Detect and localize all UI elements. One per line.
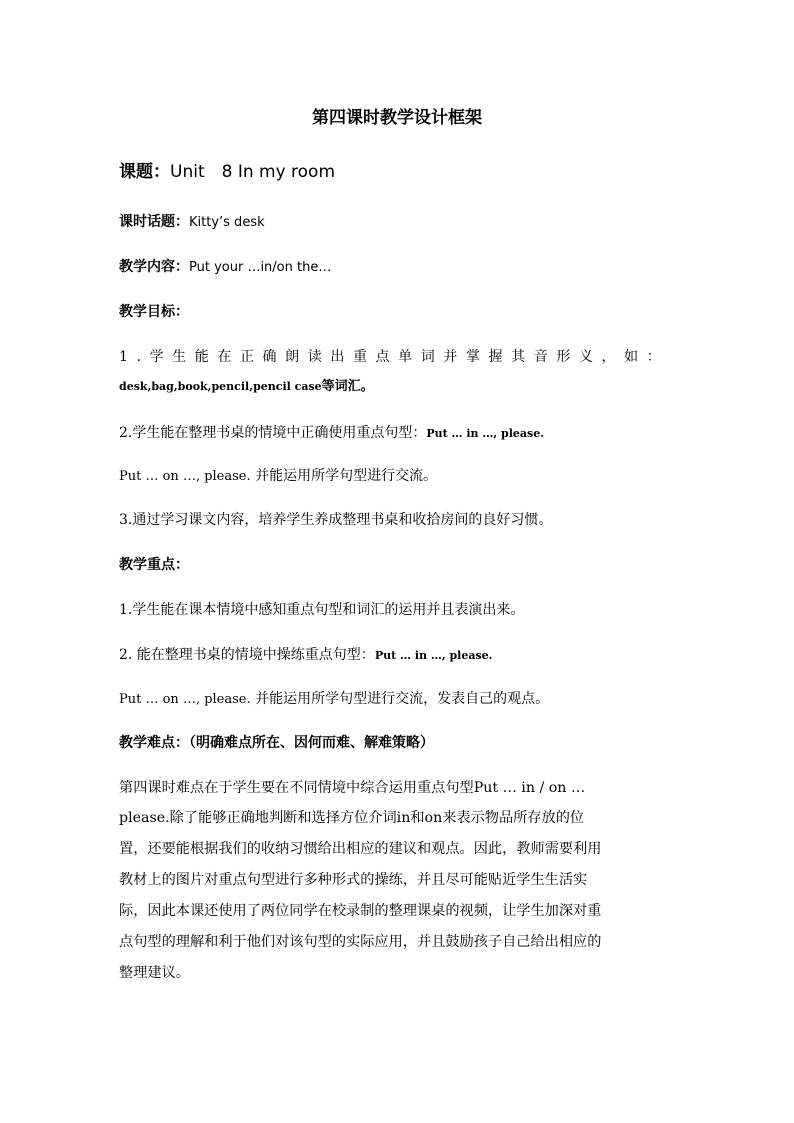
- objective-1-text: 1.学生能在正确朗读出重点单词并掌握其音形义，如：: [119, 349, 670, 365]
- objective-2-text: 2.学生能在整理书桌的情境中正确使用重点句型：: [119, 425, 427, 441]
- key-point-3-pattern: Put … on …, please.: [119, 692, 251, 707]
- key-point-1: 1.学生能在课本情境中感知重点句型和词汇的运用并且表演出来。: [119, 602, 525, 618]
- document-title: 第四课时教学设计框架: [312, 108, 482, 128]
- key-point-3-text: 并能运用所学句型进行交流，发表自己的观点。: [250, 691, 550, 707]
- difficulty-line-7: 整理建议。: [119, 965, 190, 981]
- objective-2-pattern-in: Put … in …, please.: [426, 427, 545, 440]
- key-points-heading: 教学重点：: [119, 557, 189, 573]
- difficulty-line-4: 教材上的图片对重点句型进行多种形式的操练，并且尽可能贴近学生生活实: [119, 872, 588, 888]
- objective-1-tail: 等词汇。: [321, 379, 374, 394]
- topic-line: [119, 160, 679, 184]
- key-point-2-pattern: Put … in …, please.: [374, 649, 493, 662]
- objective-2-pattern-on: Put … on …, please.: [119, 469, 251, 484]
- topic-label: 课题：: [119, 162, 170, 182]
- key-point-2-text: 2. 能在整理书桌的情境中操练重点句型：: [119, 647, 375, 663]
- difficulties-heading: 教学难点：（明确难点所在、因何而难、解难策略）: [119, 735, 434, 751]
- key-point-3: [119, 687, 679, 712]
- objective-3: 3.通过学习课文内容，培养学生养成整理书桌和收拾房间的良好习惯。: [119, 512, 553, 528]
- content-line: [119, 255, 679, 280]
- objective-1-line-2: [119, 374, 679, 399]
- difficulty-line-3: 置，还要能根据我们的收纳习惯给出相应的建议和观点。因此，教师需要利用: [119, 841, 602, 857]
- lesson-topic-line: [119, 210, 679, 235]
- difficulty-line-5: 际，因此本课还使用了两位同学在校录制的整理课桌的视频，让学生加深对重: [119, 903, 602, 919]
- objective-2-line-1: [119, 421, 679, 446]
- objective-1-line-1: [119, 345, 679, 369]
- lesson-topic-label: 课时话题：: [119, 214, 189, 230]
- content-label: 教学内容：: [119, 259, 189, 275]
- objectives-heading: 教学目标：: [119, 304, 189, 320]
- topic-value: Unit 8 In my room: [170, 162, 336, 182]
- difficulty-line-1: 第四课时难点在于学生要在不同情境中综合运用重点句型Put … in / on …: [119, 780, 586, 796]
- lesson-topic-value: Kitty’s desk: [189, 215, 265, 230]
- key-point-2: [119, 643, 679, 668]
- objective-2-tail: 并能运用所学句型进行交流。: [250, 468, 438, 484]
- content-value: Put your …in/on the…: [189, 260, 332, 275]
- difficulty-line-6: 点句型的理解和利于他们对该句型的实际应用，并且鼓励孩子自己给出相应的: [119, 934, 602, 950]
- objective-2-line-2: [119, 464, 679, 489]
- difficulty-line-2: please.除了能够正确地判断和选择方位介词in和on来表示物品所存放的位: [119, 810, 585, 826]
- objective-1-words: desk,bag,book,pencil,pencil case: [119, 380, 322, 393]
